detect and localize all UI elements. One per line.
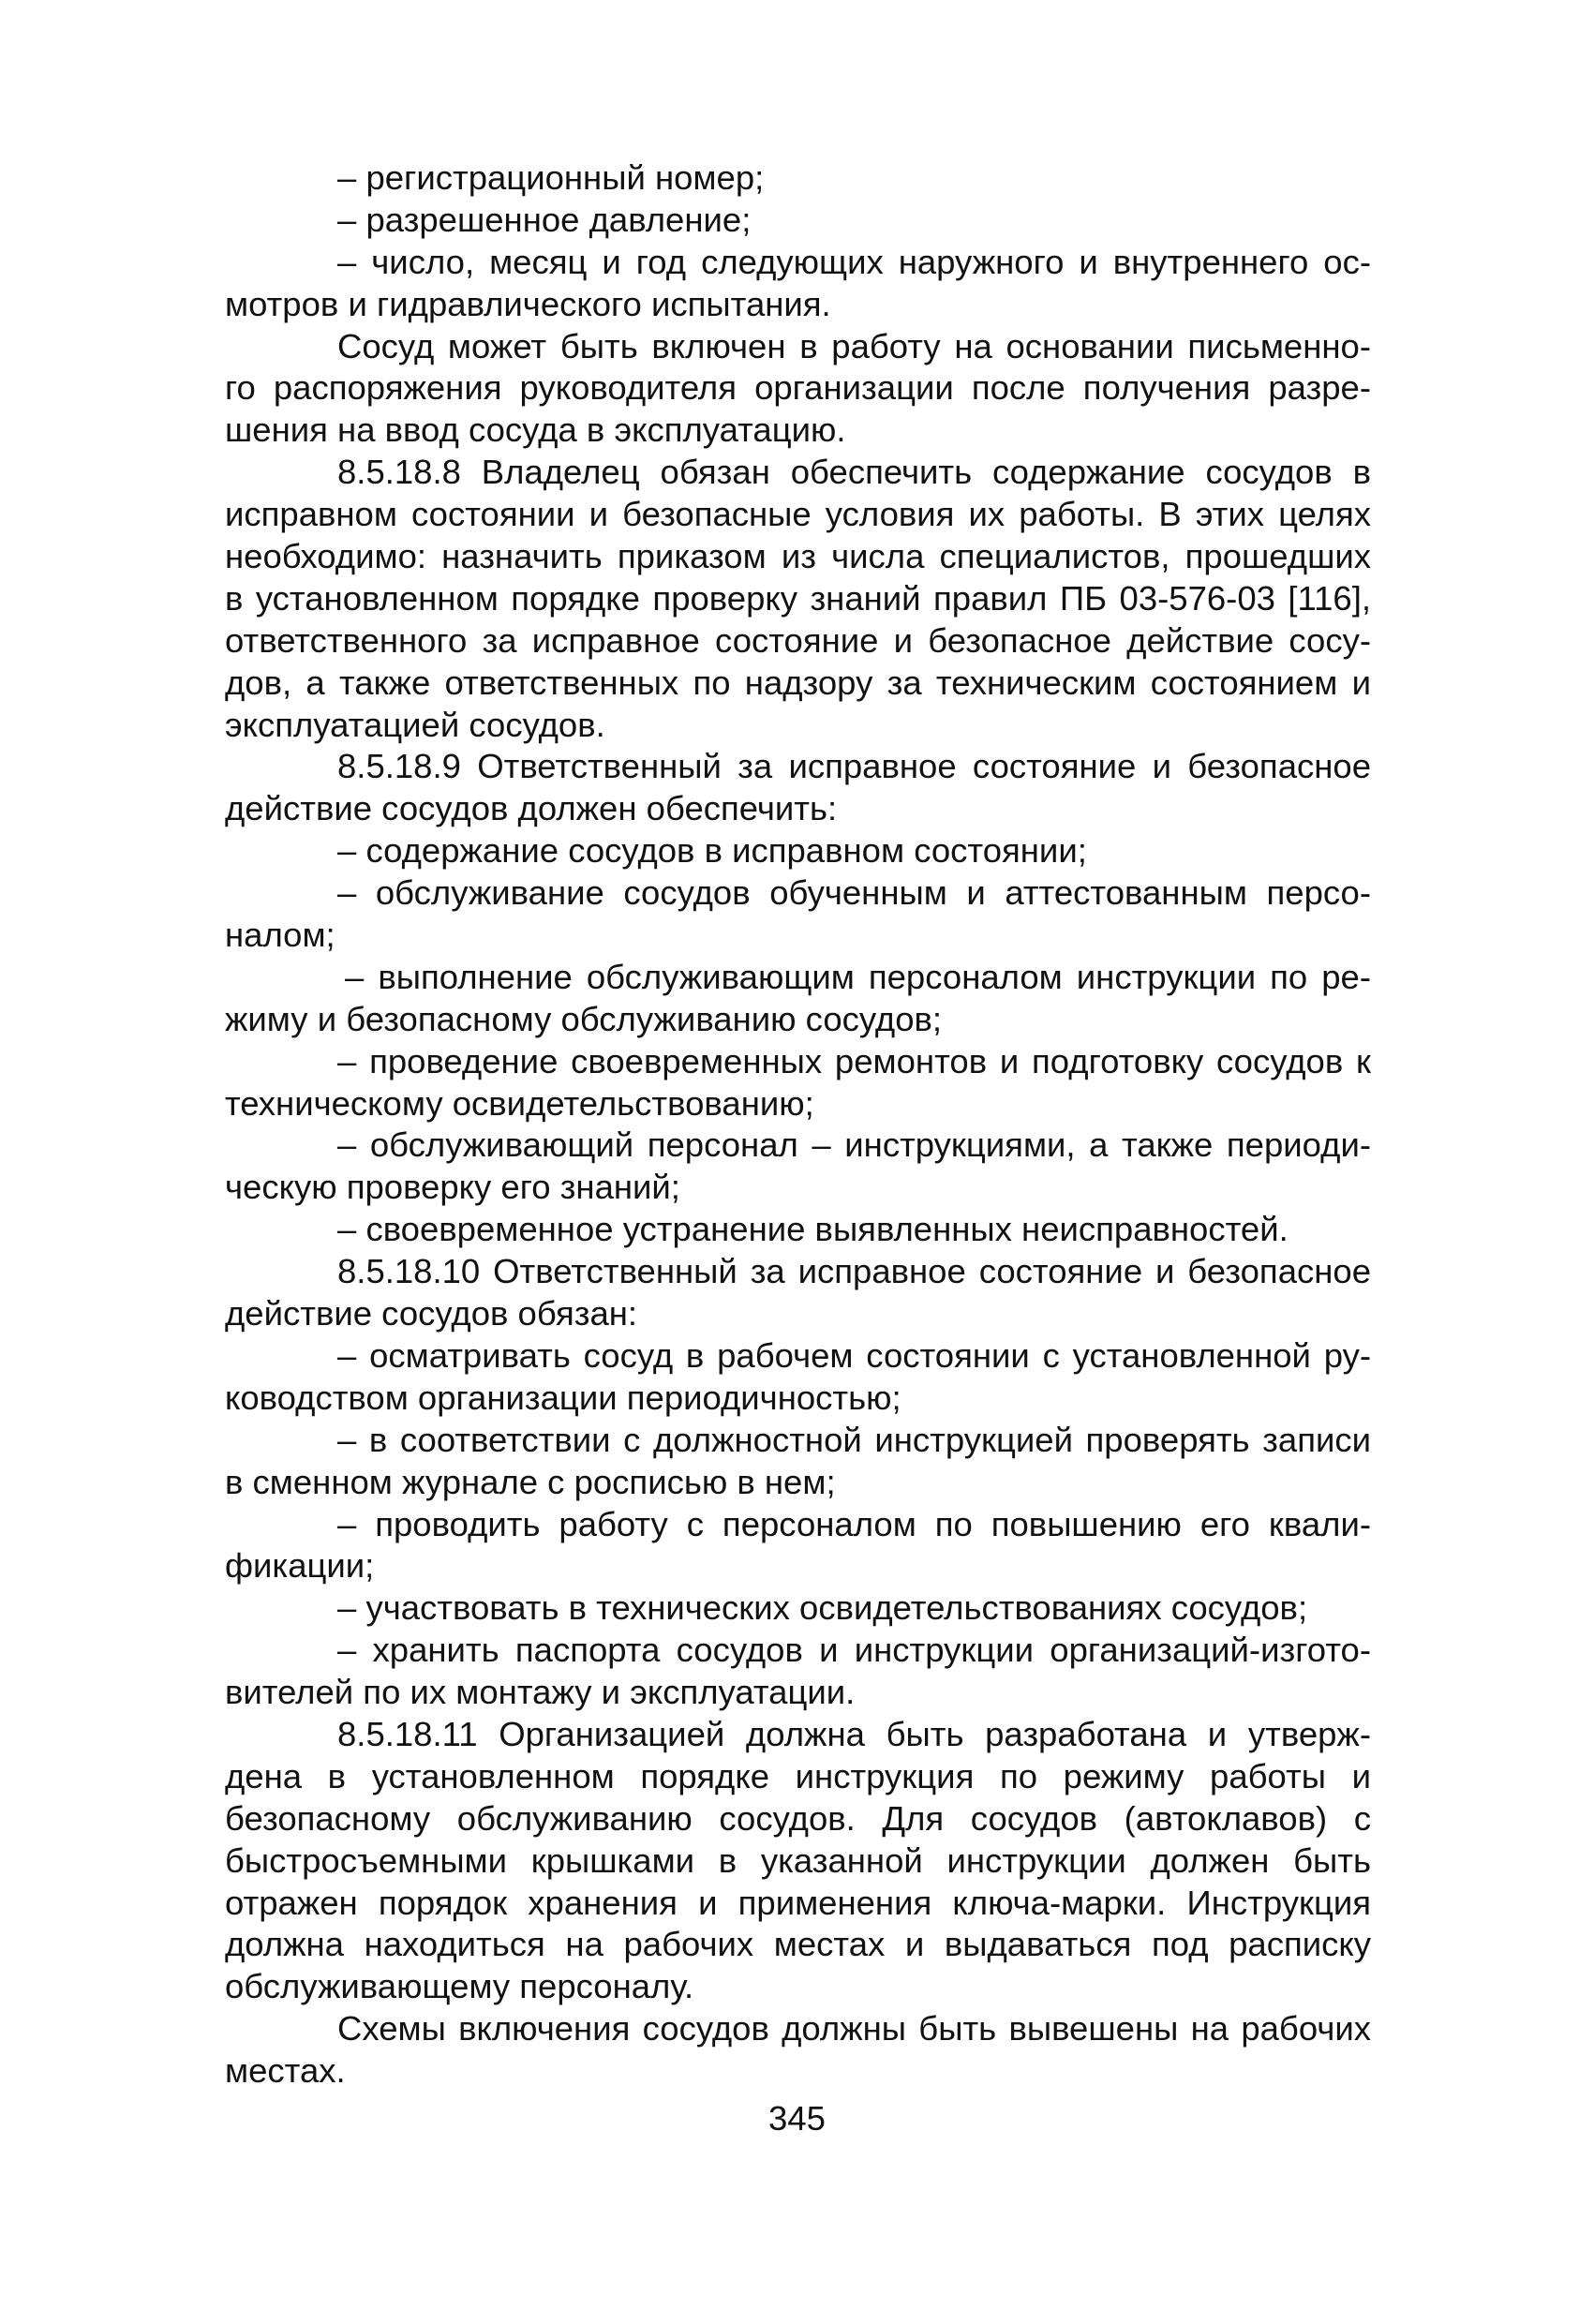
text-line: ответственного за исправное состояние и безопасное действие сосу- [225,620,1371,660]
text-line: Сосуд может быть включен в работу на основании письменно- [337,326,1371,365]
text-line: дена в установленном порядке инструкция по режиму работы и [225,1756,1371,1795]
document-body [225,157,1371,2093]
text-line: – регистрационный номер; [337,158,765,197]
text-line: Схемы включения сосудов должны быть вывешены на рабочих [337,2009,1371,2048]
text-line: эксплуатацией сосудов. [225,705,605,744]
text-line: действие сосудов обязан: [225,1294,638,1333]
text-line: фикации; [225,1546,375,1586]
text-line: – число, месяц и год следующих наружного и внутреннего ос- [337,242,1371,281]
text-line: – обслуживание сосудов обученным и аттестованным персо- [337,873,1371,913]
text-line: – выполнение обслуживающим персоналом инструкции по ре- [345,957,1371,996]
text-line: исправном состоянии и безопасные условия их работы. В этих целях [225,495,1371,534]
text-line: го распоряжения руководителя организации после получения разре- [225,368,1371,408]
text-line: обслуживающему персоналу. [225,1967,694,2006]
text-line: – разрешенное давление; [337,200,752,239]
text-line: шения на ввод сосуда в эксплуатацию. [225,410,846,450]
text-line: техническому освидетельствованию; [225,1083,814,1123]
text-line: в установленном порядке проверку знаний правил ПБ 03-576-03 [116], [225,578,1371,618]
text-line: – участвовать в технических освидетельствованиях сосудов; [337,1588,1308,1628]
text-line: дов, а также ответственных по надзору за техническим состоянием и [225,663,1371,702]
text-line: быстросъемными крышками в указанной инструкции должен быть [225,1840,1371,1880]
text-line: – своевременное устранение выявленных неисправностей. [337,1210,1289,1249]
text-line: – содержание сосудов в исправном состоянии; [337,831,1087,871]
text-line: вителей по их монтажу и эксплуатации. [225,1673,856,1712]
text-line: 8.5.18.10 Ответственный за исправное состояние и безопасное [337,1252,1371,1291]
text-line: налом; [225,916,335,955]
text-line: мотров и гидравлического испытания. [225,284,831,323]
text-line: 8.5.18.9 Ответственный за исправное состояние и безопасное [337,747,1371,786]
text-line: ческую проверку его знаний; [225,1168,680,1207]
text-line: местах. [225,2051,346,2091]
text-line: 8.5.18.11 Организацией должна быть разработана и утверж- [337,1714,1371,1753]
text-line: безопасному обслуживанию сосудов. Для сосудов (автоклавов) с [225,1798,1371,1838]
text-line: в сменном журнале с росписью в нем; [225,1462,836,1501]
text-line: – проведение своевременных ремонтов и подготовку сосудов к [337,1041,1371,1080]
text-line: необходимо: назначить приказом из числа специалистов, прошедших [225,537,1371,576]
text-line: отражен порядок хранения и применения ключа-марки. Инструкция [225,1883,1371,1922]
text-line: должна находиться на рабочих местах и выдаваться под расписку [225,1925,1371,1964]
text-line: – проводить работу с персоналом по повышению его квали- [337,1504,1371,1543]
text-line: – хранить паспорта сосудов и инструкции организаций-изгото- [337,1631,1371,1670]
text-line: – обслуживающий персонал – инструкциями, а также периоди- [337,1125,1371,1165]
page-number: 345 [768,2099,826,2138]
text-line: ководством организации периодичностью; [225,1378,901,1417]
text-line: жиму и безопасному обслуживанию сосудов; [225,999,943,1038]
text-line: 8.5.18.8 Владелец обязан обеспечить содержание сосудов в [337,453,1371,492]
text-line: – осматривать сосуд в рабочем состоянии с установленной ру- [337,1335,1371,1375]
text-line: действие сосудов должен обеспечить: [225,789,838,828]
text-line: – в соответствии с должностной инструкцией проверять записи [337,1420,1371,1459]
